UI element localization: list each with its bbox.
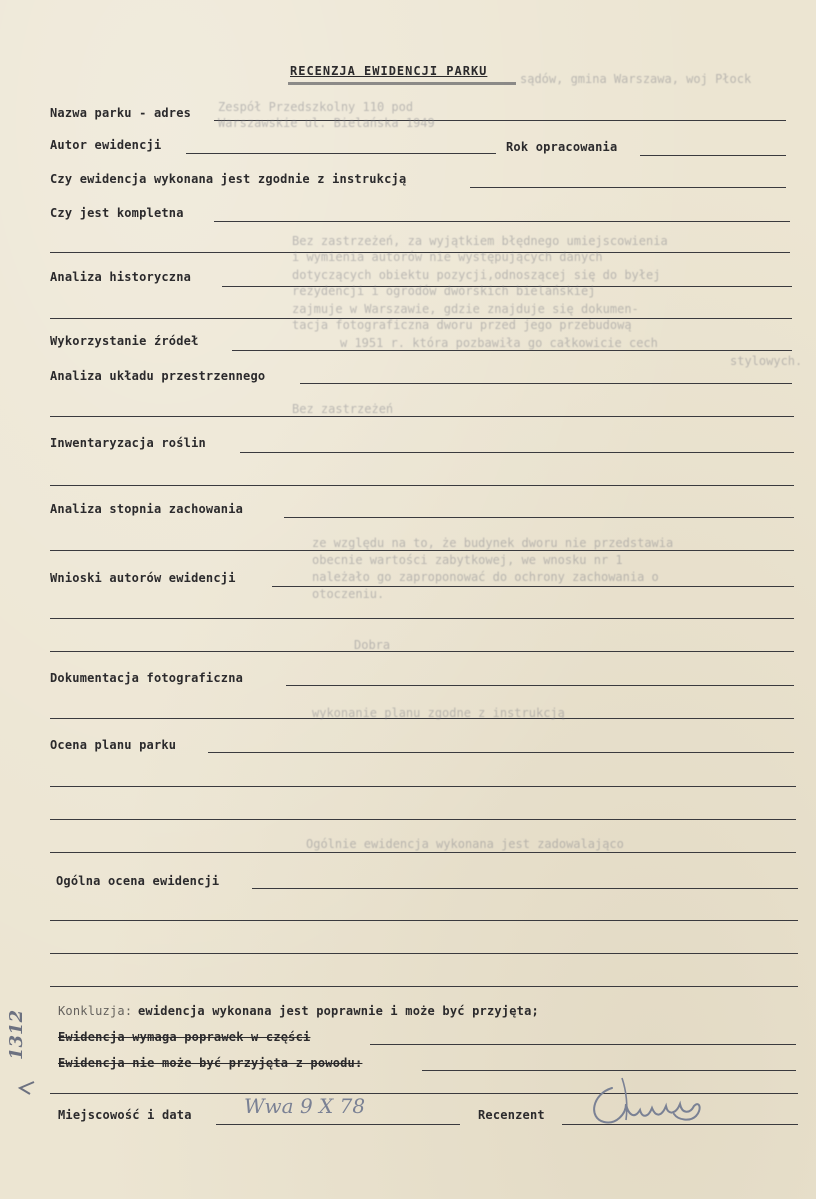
konkluzja-opt2: Ewidencja wymaga poprawek w części bbox=[58, 1030, 311, 1044]
ghost-hist6: tacja fotograficzna dworu przed jego przebudową bbox=[292, 318, 632, 332]
ghost-hist2: i wymienia autorów nie występujących danych bbox=[292, 250, 603, 264]
side-arrow-icon bbox=[14, 1078, 38, 1098]
label-rok: Rok opracowania bbox=[506, 140, 618, 154]
form-title: RECENZJA EWIDENCJI PARKU bbox=[290, 64, 488, 78]
label-dokumentacja: Dokumentacja fotograficzna bbox=[50, 671, 244, 685]
label-nazwa: Nazwa parku - adres bbox=[50, 106, 192, 120]
label-zrodla: Wykorzystanie źródeł bbox=[50, 334, 199, 348]
ghost-uklad1: Bez zastrzeżeń bbox=[292, 402, 394, 416]
konkluzja-opt3: Ewidencja nie może być przyjęta z powodu: bbox=[58, 1056, 363, 1070]
ghost-top: sądów, gmina Warszawa, woj Płock bbox=[520, 72, 752, 86]
recenzent-signature bbox=[582, 1070, 722, 1134]
ghost-wnioski4: otoczeniu. bbox=[312, 587, 385, 601]
label-kompletna: Czy jest kompletna bbox=[50, 206, 184, 220]
label-wnioski: Wnioski autorów ewidencji bbox=[50, 571, 236, 585]
ghost-dok1: Dobra bbox=[354, 638, 391, 652]
label-zachowanie: Analiza stopnia zachowania bbox=[50, 502, 244, 516]
ghost-hist4: rezydencji i ogrodów dworskich bielańskiej bbox=[292, 284, 596, 298]
ghost-hist7: w 1951 r. która pozbawiła go całkowicie cech bbox=[340, 336, 658, 350]
miejsce-value: Wwa 9 X 78 bbox=[244, 1094, 366, 1118]
ghost-plan1: wykonanie planu zgodne z instrukcją bbox=[312, 706, 565, 720]
label-plan: Ocena planu parku bbox=[50, 738, 177, 752]
ghost-wnioski3: należało go zaproponować do ochrony zachowania o bbox=[312, 570, 659, 584]
label-konkluzja: Konkluzja: bbox=[58, 1004, 133, 1018]
side-mark: 1312 bbox=[6, 1009, 27, 1060]
ghost-hist8: stylowych. bbox=[730, 354, 803, 368]
ghost-ogolna1: Ogólnie ewidencja wykonana jest zadowalająco bbox=[306, 837, 624, 851]
label-ogolna: Ogólna ocena ewidencji bbox=[56, 874, 220, 888]
ghost-wnioski1: ze względu na to, że budynek dworu nie przedstawia bbox=[312, 536, 674, 550]
ghost-nazwa2: Warszawskie ul. Bielańska 1949 bbox=[218, 116, 435, 130]
label-recenzent: Recenzent bbox=[478, 1108, 545, 1122]
label-uklad: Analiza układu przestrzennego bbox=[50, 369, 266, 383]
label-miejsce: Miejscowość i data bbox=[58, 1108, 192, 1122]
ghost-hist1: Bez zastrzeżeń, za wyjątkiem błędnego umiejscowienia bbox=[292, 234, 668, 248]
label-inwentaryzacja: Inwentaryzacja roślin bbox=[50, 436, 206, 450]
ghost-hist3: dotyczących obiektu pozycji,odnoszącej się do byłej bbox=[292, 268, 661, 282]
ghost-hist5: zajmuje w Warszawie, gdzie znajduje się dokumen- bbox=[292, 302, 639, 316]
label-historyczna: Analiza historyczna bbox=[50, 270, 192, 284]
ghost-nazwa1: Zespół Przedszkolny 110 pod bbox=[218, 100, 414, 114]
label-autor: Autor ewidencji bbox=[50, 138, 162, 152]
ghost-wnioski2: obecnie wartości zabytkowej, we wnosku nr 1 bbox=[312, 553, 623, 567]
konkluzja-text: ewidencja wykonana jest poprawnie i może być przyjęta; bbox=[138, 1004, 539, 1018]
label-zgodnosc: Czy ewidencja wykonana jest zgodnie z instrukcją bbox=[50, 172, 407, 186]
